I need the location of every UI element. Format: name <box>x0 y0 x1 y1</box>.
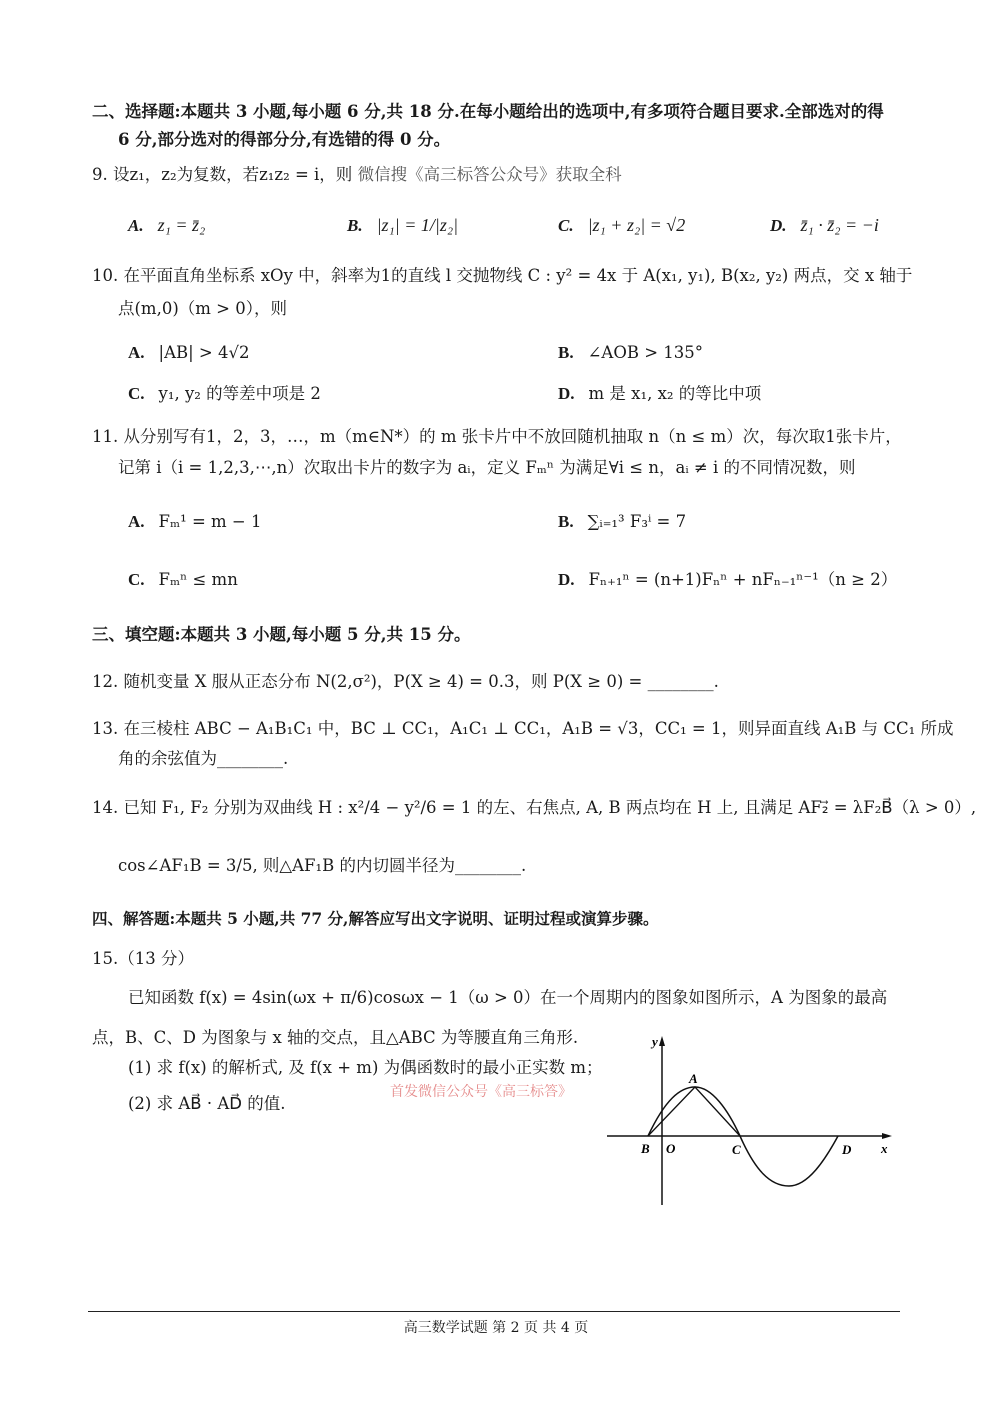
question-13-line1: 13. 在三棱柱 ABC − A₁B₁C₁ 中，BC ⊥ CC₁，A₁C₁ ⊥ CC₁，A₁B = √3，CC₁ = 1，则异面直线 A₁B 与 CC₁ 所成 <box>92 719 954 738</box>
question-9-stem <box>92 164 622 186</box>
x-axis-arrow <box>882 1133 892 1139</box>
footer-rule <box>88 1311 900 1312</box>
question-15-part2: (2) 求 AB⃗ · AD⃗ 的值. <box>128 1094 286 1113</box>
q9-watermark: 微信搜《高三标答公众号》获取全科 <box>357 165 622 184</box>
q11-option-b: B. ∑ᵢ₌₁³ F₃ⁱ = 7 <box>558 512 687 531</box>
question-11-line1: 11. 从分别写有1，2，3，…，m（m∈N*）的 m 张卡片中不放回随机抽取 n（n ≤ m）次，每次取1张卡片， <box>92 427 902 446</box>
section-2-heading-cont: 6 分,部分选对的得部分分,有选错的得 0 分。 <box>118 130 451 149</box>
q10-option-a: A. |AB| > 4√2 <box>128 343 250 362</box>
q9-text: 9. 设z₁，z₂为复数，若z₁z₂ = i，则 <box>92 165 353 184</box>
label-x: x <box>881 1141 888 1156</box>
question-15-line1: 已知函数 f(x) = 4sin(ωx + π/6)cosωx − 1（ω > 0）在一个周期内的图象如图所示，A 为图象的最高 <box>128 988 888 1007</box>
q11-option-a: A. Fₘ¹ = m − 1 <box>128 512 262 531</box>
section-4-heading: 四、解答题:本题共 5 小题,共 77 分,解答应写出文字说明、证明过程或演算步骤。 <box>92 909 659 928</box>
q11-option-d: D. Fₙ₊₁ⁿ = (n+1)Fₙⁿ + nFₙ₋₁ⁿ⁻¹（n ≥ 2） <box>558 570 898 589</box>
question-10-line2: 点(m,0)（m > 0），则 <box>118 299 287 318</box>
question-14-line1: 14. 已知 F₁, F₂ 分别为双曲线 H : x²/4 − y²/6 = 1 的左、右焦点, A, B 两点均在 H 上, 且满足 AF₂⃗ = λF₂B⃗（λ > 0）, <box>92 798 977 817</box>
q10-option-c: C. y₁, y₂ 的等差中项是 2 <box>128 384 321 403</box>
question-14-line2: cos∠AF₁B = 3/5, 则△AF₁B 的内切圆半径为________. <box>118 856 527 875</box>
label-d: D <box>842 1142 852 1157</box>
q11-option-c: C. Fₘⁿ ≤ mn <box>128 570 238 589</box>
q15-watermark: 首发微信公众号《高三标答》 <box>390 1084 572 1100</box>
q9-option-a: A. z₁ = z̄₂ <box>128 215 206 235</box>
q10-option-d: D. m 是 x₁, x₂ 的等比中项 <box>558 384 762 403</box>
q9-option-b: B. |z₁| = 1/|z₂| <box>347 215 459 235</box>
label-y: y <box>652 1034 658 1049</box>
label-a: A <box>689 1071 698 1086</box>
page-footer: 高三数学试题 第 2 页 共 4 页 <box>403 1320 589 1336</box>
q9-option-d: D. z̄₁ · z̄₂ = −i <box>770 215 879 235</box>
label-b: B <box>641 1141 650 1156</box>
label-c: C <box>732 1142 741 1157</box>
y-axis-arrow <box>659 1036 665 1046</box>
label-o: O <box>666 1141 676 1156</box>
question-13-line2: 角的余弦值为________. <box>118 749 289 768</box>
question-10-line1: 10. 在平面直角坐标系 xOy 中，斜率为1的直线 l 交抛物线 C : y² = 4x 于 A(x₁, y₁), B(x₂, y₂) 两点，交 x 轴于 <box>92 266 913 285</box>
section-3-heading: 三、填空题:本题共 3 小题,每小题 5 分,共 15 分。 <box>92 625 471 644</box>
question-15-title: 15.（13 分） <box>92 949 194 968</box>
q9-option-c: C. |z₁ + z₂| = √2 <box>558 215 686 235</box>
question-12: 12. 随机变量 X 服从正态分布 N(2,σ²)，P(X ≥ 4) = 0.3，则 P(X ≥ 0) = ________. <box>92 672 719 691</box>
question-11-line2: 记第 i（i = 1,2,3,⋯,n）次取出卡片的数字为 aᵢ，定义 Fₘⁿ 为满足∀i ≤ n，aᵢ ≠ i 的不同情况数，则 <box>118 458 856 477</box>
question-15-line2: 点，B、C、D 为图象与 x 轴的交点，且△ABC 为等腰直角三角形. <box>92 1028 579 1047</box>
section-2-heading: 二、选择题:本题共 3 小题,每小题 6 分,共 18 分.在每小题给出的选项中,有多项符合题目要求.全部选对的得 <box>92 102 884 121</box>
q10-option-b: B. ∠AOB > 135° <box>558 343 704 362</box>
function-graph <box>600 1030 900 1210</box>
question-15-part1: (1) 求 f(x) 的解析式, 及 f(x + m) 为偶函数时的最小正实数 m； <box>128 1058 603 1077</box>
